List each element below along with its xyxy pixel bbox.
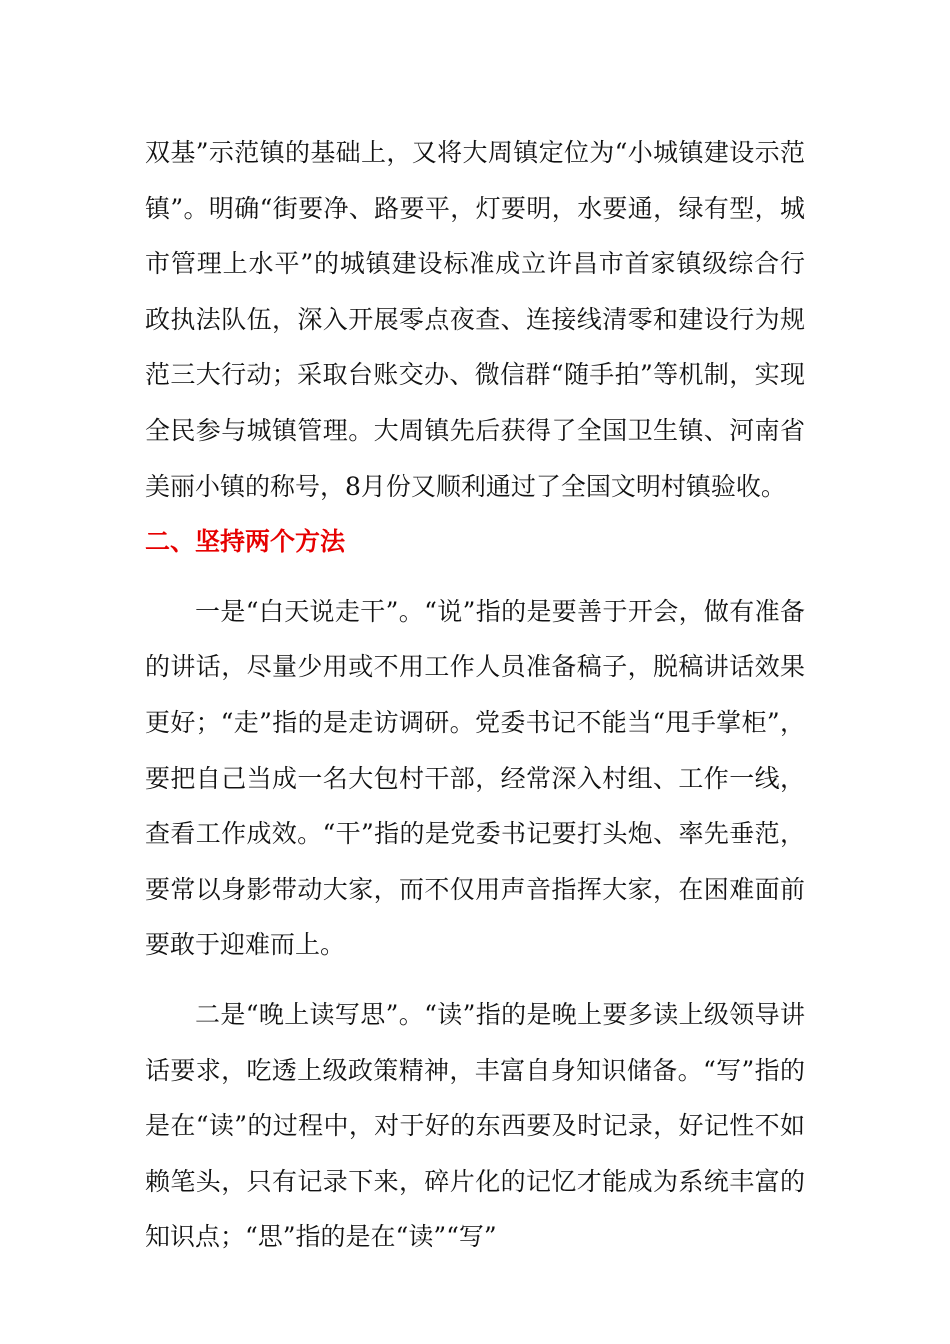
document-body <box>145 125 805 1265</box>
paragraph-daytime-method: 一是“白天说走干”。“说”指的是要善于开会，做有准备的讲话，尽量少用或不用工作人员准备稿子，脱稿讲话效果更好；“走”指的是走访调研。党委书记不能当“甩手掌柜”，要把自己当成一名大包村干部，经常深入村组、工作一线，查看工作成效。“干”指的是党委书记要打头炮、率先垂范，要常以身影带动大家，而不仅用声音指挥大家，在困难面前要敢于迎难而上。 <box>145 596 805 960</box>
paragraph-town-construction: 双基”示范镇的基础上，又将大周镇定位为“小城镇建设示范镇”。明确“街要净、路要平，灯要明，水要通，绿有型，城市管理上水平”的城镇建设标准成立许昌市首家镇级综合行政执法队伍，深入开展零点夜查、连接线清零和建设行为规范三大行动；采取台账交办、微信群“随手拍”等机制，实现全民参与城镇管理。大周镇先后获得了全国卫生镇、河南省美丽小镇的称号，8月份又顺利通过了全国文明村镇验收。 <box>145 138 805 501</box>
section-heading-two-methods: 二、坚持两个方法 <box>145 527 346 557</box>
paragraph-evening-method: 二是“晚上读写思”。“读”指的是晚上要多读上级领导讲话要求，吃透上级政策精神，丰富自身知识储备。“写”指的是在“读”的过程中，对于好的东西要及时记录，好记性不如赖笔头，只有记录下来，碎片化的记忆才能成为系统丰富的知识点；“思”指的是在“读”“写” <box>145 999 805 1252</box>
